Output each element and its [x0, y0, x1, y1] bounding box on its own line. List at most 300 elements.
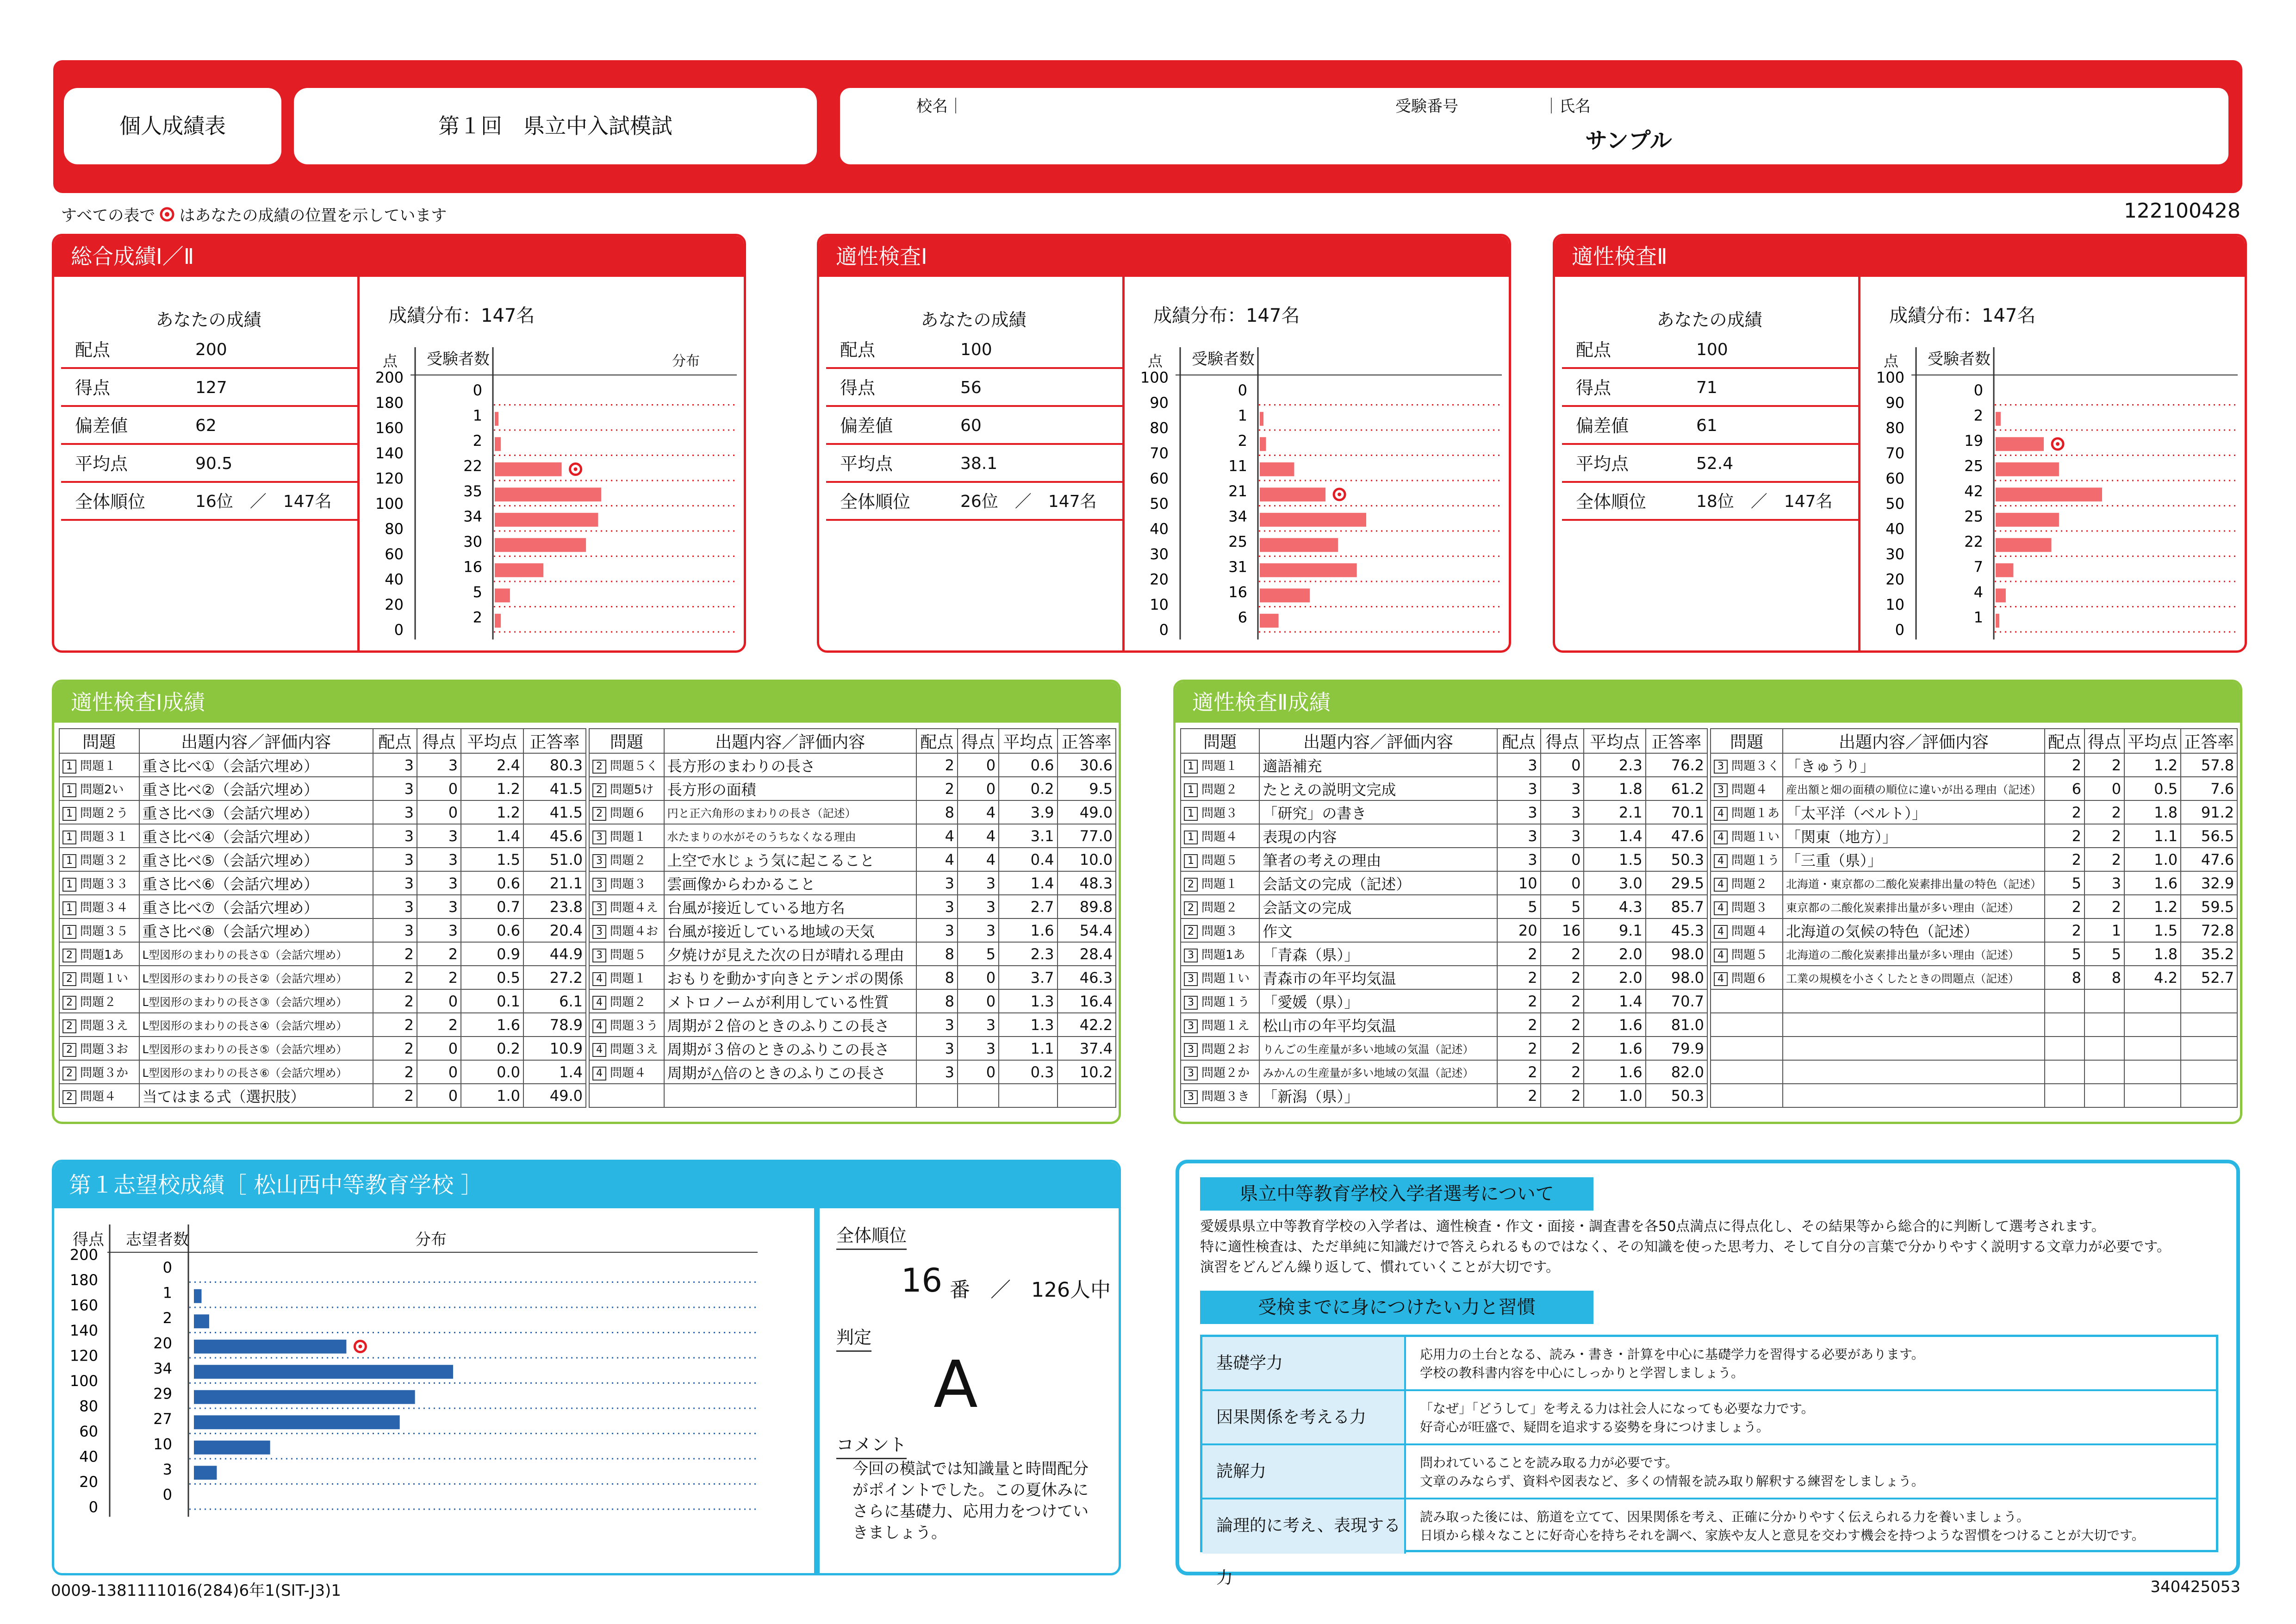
question-id: 問題1あ	[80, 948, 124, 962]
t1-title: 適性検査Ⅰ成績	[54, 682, 1119, 723]
table-row	[589, 942, 1116, 966]
section-number: 2	[62, 1019, 76, 1033]
score-cell	[2084, 1013, 2124, 1037]
advice-table	[1200, 1335, 2218, 1587]
score-cell: 0	[1541, 753, 1584, 777]
section-number: 2	[592, 807, 606, 821]
tick-label: 100	[375, 495, 404, 513]
table-header: 出題内容／評価内容	[139, 729, 373, 753]
table-row	[1181, 824, 1707, 848]
count-label: 4	[1973, 583, 1983, 601]
content-cell: 円と正六角形のまわりの長さ（記述）	[664, 800, 916, 824]
section-number: 1	[62, 807, 76, 821]
rate-cell: 76.2	[1646, 753, 1707, 777]
table-row	[59, 871, 586, 895]
tick-label: 30	[1150, 545, 1169, 563]
points-cell: 3	[1497, 824, 1541, 848]
t2-section	[1173, 680, 2242, 1124]
school-title-right	[820, 1162, 1119, 1208]
score-row	[61, 483, 363, 521]
content-cell: 会話文の完成	[1259, 895, 1497, 918]
table-row	[59, 918, 586, 942]
count-label: 20	[153, 1334, 172, 1352]
points-cell: 2	[373, 966, 417, 989]
content-cell: L型図形のまわりの長さ⑥（会話穴埋め）	[139, 1060, 373, 1084]
score-cell: 0	[417, 1084, 461, 1107]
tick-label: 10	[1885, 596, 1904, 614]
tick-label: 120	[375, 469, 404, 487]
distribution-bar	[495, 513, 598, 527]
t2-title: 適性検査Ⅱ成績	[1176, 682, 2240, 723]
distribution-label: 成績分布：147名	[1889, 305, 2036, 326]
table-row	[1711, 824, 2237, 848]
points-cell: 2	[2045, 800, 2084, 824]
count-label: 1	[162, 1284, 172, 1302]
table-header-row	[59, 729, 586, 753]
question-cell	[1711, 1037, 1783, 1060]
question-cell	[1181, 966, 1259, 989]
rate-cell	[2181, 989, 2237, 1013]
score-cell: 2	[2084, 848, 2124, 871]
score-cell: 2	[2084, 895, 2124, 918]
content-cell: 重さ比べ①（会話穴埋め）	[139, 753, 373, 777]
score-row-label: 平均点	[840, 454, 893, 474]
question-cell	[589, 848, 664, 871]
points-cell: 3	[373, 777, 417, 800]
average-cell: 2.0	[1584, 942, 1645, 966]
score-row-label: 得点	[1576, 378, 1612, 398]
table-row	[589, 1060, 1116, 1084]
content-cell	[664, 1084, 916, 1107]
average-cell: 9.1	[1584, 918, 1645, 942]
content-cell: 重さ比べ⑥（会話穴埋め）	[139, 871, 373, 895]
section-number: 1	[1184, 807, 1198, 821]
rate-cell: 35.2	[2181, 942, 2237, 966]
advice-row	[1202, 1445, 2216, 1499]
rate-cell: 98.0	[1646, 966, 1707, 989]
question-id: 問題５	[1731, 948, 1768, 962]
section-number: 4	[1714, 949, 1728, 962]
table-row	[1181, 1084, 1707, 1107]
content-cell: 夕焼けが見えた次の日が晴れる理由	[664, 942, 916, 966]
table-header: 配点	[373, 729, 417, 753]
points-cell: 3	[373, 871, 417, 895]
question-cell	[1181, 871, 1259, 895]
table-row	[1711, 800, 2237, 824]
rate-cell: 54.4	[1058, 918, 1116, 942]
distribution-chart	[1125, 236, 1511, 653]
section-number: 3	[1184, 1090, 1198, 1104]
table-row	[1181, 777, 1707, 800]
points-cell: 2	[916, 753, 958, 777]
content-cell: りんごの生産量が多い地域の気温（記述）	[1259, 1037, 1497, 1060]
section-number: 3	[1184, 972, 1198, 986]
rate-cell: 49.0	[1058, 800, 1116, 824]
points-cell	[2045, 1084, 2084, 1107]
rate-cell: 77.0	[1058, 824, 1116, 848]
count-label: 6	[1238, 608, 1247, 626]
question-id: 問題５く	[610, 759, 659, 773]
table-row	[1181, 753, 1707, 777]
content-cell: 「きゅうり」	[1783, 753, 2045, 777]
score-row-label: 配点	[1576, 340, 1612, 360]
score-cell: 2	[417, 942, 461, 966]
score-cell	[2084, 1060, 2124, 1084]
judge-value: A	[933, 1347, 978, 1423]
section-number: 3	[592, 878, 606, 892]
score-cell: 2	[2084, 824, 2124, 848]
question-id: 問題３う	[610, 1019, 659, 1033]
count-label: 22	[1964, 532, 1983, 550]
distribution-bar	[1260, 513, 1366, 527]
score-cell: 3	[958, 871, 999, 895]
distribution-panel	[357, 234, 746, 653]
average-cell: 1.4	[999, 871, 1057, 895]
count-label: 25	[1964, 457, 1983, 475]
average-cell: 3.7	[999, 966, 1057, 989]
tick-label: 0	[1895, 621, 1904, 639]
distribution-bar	[495, 412, 498, 426]
section-number: 2	[62, 1067, 76, 1081]
score-row	[826, 369, 1128, 407]
table-header-row	[589, 729, 1116, 753]
tick-label: 100	[1876, 369, 1904, 387]
rate-cell: 42.2	[1058, 1013, 1116, 1037]
distribution-bar	[495, 614, 501, 628]
distribution-bar	[1996, 563, 2013, 577]
score-cell: 2	[2084, 753, 2124, 777]
table-row	[1711, 918, 2237, 942]
judge-label: 判定	[836, 1323, 871, 1352]
question-id: 問題３く	[1731, 759, 1780, 773]
score-row	[61, 369, 363, 407]
score-cell	[2084, 1084, 2124, 1107]
your-score-label: あなたの成績	[156, 310, 261, 330]
table-row	[589, 800, 1116, 824]
question-cell	[1181, 918, 1259, 942]
average-cell: 1.6	[1584, 1013, 1645, 1037]
content-cell: 東京都の二酸化炭素排出量が多い理由（記述）	[1783, 895, 2045, 918]
tick-label: 80	[1885, 419, 1904, 437]
question-id: 問題１い	[1201, 972, 1250, 986]
section-number: 4	[1714, 831, 1728, 844]
question-id: 問題４	[1731, 783, 1768, 797]
question-cell	[1181, 777, 1259, 800]
score-cell: 0	[2084, 777, 2124, 800]
rate-cell: 61.2	[1646, 777, 1707, 800]
question-id: 問題４	[1731, 924, 1768, 938]
points-cell: 10	[1497, 871, 1541, 895]
question-cell	[1181, 753, 1259, 777]
score-row-value: 127	[195, 378, 227, 397]
average-cell: 0.6	[461, 871, 523, 895]
points-cell: 2	[373, 1060, 417, 1084]
question-cell	[1711, 824, 1783, 848]
distribution-bar	[495, 437, 501, 451]
average-cell: 1.5	[1584, 848, 1645, 871]
score-cell: 3	[958, 895, 999, 918]
name-label: ｜氏名	[1543, 97, 1591, 116]
section-number: 1	[1184, 760, 1198, 774]
score-cell: 4	[958, 824, 999, 848]
rate-cell: 49.0	[523, 1084, 586, 1107]
score-summary-panel	[1553, 234, 1864, 653]
average-cell	[2124, 1037, 2181, 1060]
question-cell	[1181, 989, 1259, 1013]
rate-cell: 45.3	[1646, 918, 1707, 942]
points-cell: 3	[916, 871, 958, 895]
question-id: 問題３４	[80, 901, 129, 915]
count-label: 7	[1973, 558, 1983, 576]
table-row	[1711, 966, 2237, 989]
col-count-label: 受験者数	[1192, 350, 1255, 369]
tick-label: 70	[1150, 444, 1169, 462]
count-label: 22	[463, 457, 482, 475]
question-cell	[1711, 777, 1783, 800]
question-id: 問題３	[1731, 901, 1768, 915]
content-cell: 北海道・東京都の二酸化炭素排出量の特色（記述）	[1783, 871, 2045, 895]
table-row	[59, 1013, 586, 1037]
table-row	[1181, 1013, 1707, 1037]
score-cell: 3	[2084, 871, 2124, 895]
table-row	[1711, 1084, 2237, 1107]
average-cell	[2124, 989, 2181, 1013]
average-cell: 2.0	[1584, 966, 1645, 989]
question-cell	[1711, 942, 1783, 966]
table-header: 出題内容／評価内容	[1783, 729, 2045, 753]
section-number: 4	[1714, 854, 1728, 868]
table-header: 平均点	[1584, 729, 1645, 753]
points-cell: 4	[916, 824, 958, 848]
rate-cell: 89.8	[1058, 895, 1116, 918]
count-label: 30	[463, 532, 482, 550]
content-cell: みかんの生産量が多い地域の気温（記述）	[1259, 1060, 1497, 1084]
section-number: 4	[1714, 925, 1728, 939]
table-row	[59, 753, 586, 777]
table-header: 正答率	[523, 729, 586, 753]
question-cell	[1711, 871, 1783, 895]
report-title: 個人成績表	[119, 113, 226, 138]
table-row	[1181, 966, 1707, 989]
count-label: 2	[1973, 406, 1983, 425]
score-cell: 0	[417, 1060, 461, 1084]
score-row	[61, 445, 363, 483]
rate-cell: 52.7	[2181, 966, 2237, 989]
table-header: 得点	[2084, 729, 2124, 753]
content-cell: 台風が接近している地域の天気	[664, 918, 916, 942]
rank-value: 16	[901, 1262, 943, 1299]
section-number: 2	[1184, 878, 1198, 892]
average-cell: 1.0	[2124, 848, 2181, 871]
content-cell: 北海道の二酸化炭素排出量が多い理由（記述）	[1783, 942, 2045, 966]
question-cell	[589, 871, 664, 895]
count-label: 34	[463, 507, 482, 525]
tick-label: 160	[69, 1296, 98, 1314]
question-id: 問題１う	[1201, 995, 1250, 1009]
rate-cell: 48.3	[1058, 871, 1116, 895]
tick-label: 40	[79, 1448, 98, 1466]
score-cell: 2	[417, 1013, 461, 1037]
table-row	[1711, 1060, 2237, 1084]
section-number: 2	[1184, 901, 1198, 915]
table-header: 配点	[1497, 729, 1541, 753]
content-cell: 周期が２倍のときのふりこの長さ	[664, 1013, 916, 1037]
section-number: 2	[62, 972, 76, 986]
score-row-label: 全体順位	[1576, 492, 1647, 512]
content-cell: 表現の内容	[1259, 824, 1497, 848]
question-cell	[1711, 753, 1783, 777]
table-row	[59, 1084, 586, 1107]
count-label: 25	[1964, 507, 1983, 525]
question-id: 問題３	[1201, 806, 1238, 820]
distribution-bar	[1260, 412, 1263, 426]
section-number: 3	[1184, 996, 1198, 1010]
score-cell: 0	[1541, 871, 1584, 895]
tick-label: 80	[79, 1397, 98, 1415]
distribution-label: 成績分布：147名	[1153, 305, 1300, 326]
score-summary-panel	[817, 234, 1128, 653]
average-cell: 3.9	[999, 800, 1057, 824]
section-number: 4	[1714, 901, 1728, 915]
content-cell: 水たまりの水がそのうちなくなる理由	[664, 824, 916, 848]
advice-row	[1202, 1337, 2216, 1391]
question-id: 問題３	[1201, 924, 1238, 938]
content-cell	[1783, 1013, 2045, 1037]
position-marker-dot	[358, 1344, 362, 1348]
distribution-bar	[194, 1365, 453, 1379]
rate-cell: 23.8	[523, 895, 586, 918]
rate-cell: 50.3	[1646, 848, 1707, 871]
distribution-bar	[1996, 538, 2051, 552]
exam-no-label: 受験番号	[1395, 97, 1458, 116]
question-id: 問題２	[80, 995, 117, 1009]
content-cell: 台風が接近している地方名	[664, 895, 916, 918]
comment-label: コメント	[836, 1430, 907, 1459]
section-number: 2	[1184, 925, 1198, 939]
score-cell: 2	[1541, 942, 1584, 966]
question-cell	[59, 871, 139, 895]
rate-cell: 47.6	[2181, 848, 2237, 871]
content-cell: 適語補充	[1259, 753, 1497, 777]
average-cell: 0.3	[999, 1060, 1057, 1084]
table-row	[589, 1013, 1116, 1037]
content-cell	[1783, 1037, 2045, 1060]
score-cell: 3	[1541, 800, 1584, 824]
count-label: 35	[463, 482, 482, 500]
distribution-bar	[194, 1415, 400, 1429]
score-row-value: 38.1	[960, 454, 998, 473]
table-row	[1181, 1060, 1707, 1084]
content-cell: L型図形のまわりの長さ①（会話穴埋め）	[139, 942, 373, 966]
content-cell: 「新潟（県）」	[1259, 1084, 1497, 1107]
tick-label: 40	[1885, 520, 1904, 538]
tick-label: 180	[69, 1271, 98, 1289]
points-cell: 3	[1497, 800, 1541, 824]
score-row	[826, 331, 1128, 369]
content-cell: 長方形の面積	[664, 777, 916, 800]
content-cell: 当てはまる式（選択肢）	[139, 1084, 373, 1107]
points-cell: 2	[373, 1084, 417, 1107]
rate-cell: 10.2	[1058, 1060, 1116, 1084]
average-cell	[2124, 1060, 2181, 1084]
advice-row-text	[1420, 1454, 1924, 1491]
content-cell: 雲画像からわかること	[664, 871, 916, 895]
average-cell: 1.2	[2124, 895, 2181, 918]
rate-cell: 6.1	[523, 989, 586, 1013]
distribution-bar	[1260, 538, 1338, 552]
question-cell	[59, 824, 139, 848]
rate-cell: 27.2	[523, 966, 586, 989]
distribution-label: 成績分布：147名	[388, 305, 535, 326]
points-cell: 3	[916, 1037, 958, 1060]
points-cell: 20	[1497, 918, 1541, 942]
rate-cell: 41.5	[523, 777, 586, 800]
section-number: 2	[592, 783, 606, 797]
exam-title-box	[294, 88, 817, 164]
table-row	[1181, 942, 1707, 966]
advice-row-line-2: 学校の教科書内容を中心にしっかりと学習しましょう。	[1420, 1365, 1744, 1380]
section-number: 3	[1184, 949, 1198, 962]
points-cell: 8	[916, 989, 958, 1013]
table-header: 配点	[916, 729, 958, 753]
table-header: 問題	[1181, 729, 1259, 753]
question-cell	[1181, 824, 1259, 848]
rate-cell	[2181, 1060, 2237, 1084]
distribution-bar	[1260, 563, 1357, 577]
score-row	[1562, 407, 1864, 445]
score-cell: 8	[2084, 966, 2124, 989]
points-cell: 8	[2045, 966, 2084, 989]
count-label: 5	[473, 583, 482, 601]
section-number: 1	[1184, 783, 1198, 797]
content-cell	[1783, 989, 2045, 1013]
points-cell: 4	[916, 848, 958, 871]
content-cell: 作文	[1259, 918, 1497, 942]
tick-label: 60	[1885, 469, 1904, 487]
rate-cell: 1.4	[523, 1060, 586, 1084]
count-label: 34	[1228, 507, 1247, 525]
points-cell: 2	[1497, 1037, 1541, 1060]
table-row	[59, 989, 586, 1013]
count-label: 1	[473, 406, 482, 425]
table-row	[1711, 895, 2237, 918]
score-cell: 4	[958, 800, 999, 824]
points-cell: 2	[373, 1037, 417, 1060]
question-cell	[1711, 1060, 1783, 1084]
count-label: 0	[1973, 381, 1983, 399]
content-cell: 「研究」の書き	[1259, 800, 1497, 824]
score-cell: 16	[1541, 918, 1584, 942]
average-cell: 2.3	[1584, 753, 1645, 777]
score-row-value: 60	[960, 416, 982, 435]
rate-cell: 82.0	[1646, 1060, 1707, 1084]
tick-label: 80	[1150, 419, 1169, 437]
score-row-label: 偏差値	[1576, 416, 1629, 436]
question-id: 問題４	[80, 1090, 117, 1104]
score-row-value: 61	[1696, 416, 1717, 435]
points-cell: 3	[916, 1013, 958, 1037]
points-cell: 2	[1497, 989, 1541, 1013]
rate-cell: 85.7	[1646, 895, 1707, 918]
col-count-label: 受験者数	[427, 350, 490, 369]
question-id: 問題４	[610, 1066, 647, 1080]
score-cell: 2	[1541, 1060, 1584, 1084]
section-number: 4	[592, 1019, 606, 1033]
average-cell: 1.1	[2124, 824, 2181, 848]
tick-label: 140	[375, 444, 404, 462]
table-row	[589, 1084, 1116, 1107]
content-cell: 「太平洋（ベルト）」	[1783, 800, 2045, 824]
